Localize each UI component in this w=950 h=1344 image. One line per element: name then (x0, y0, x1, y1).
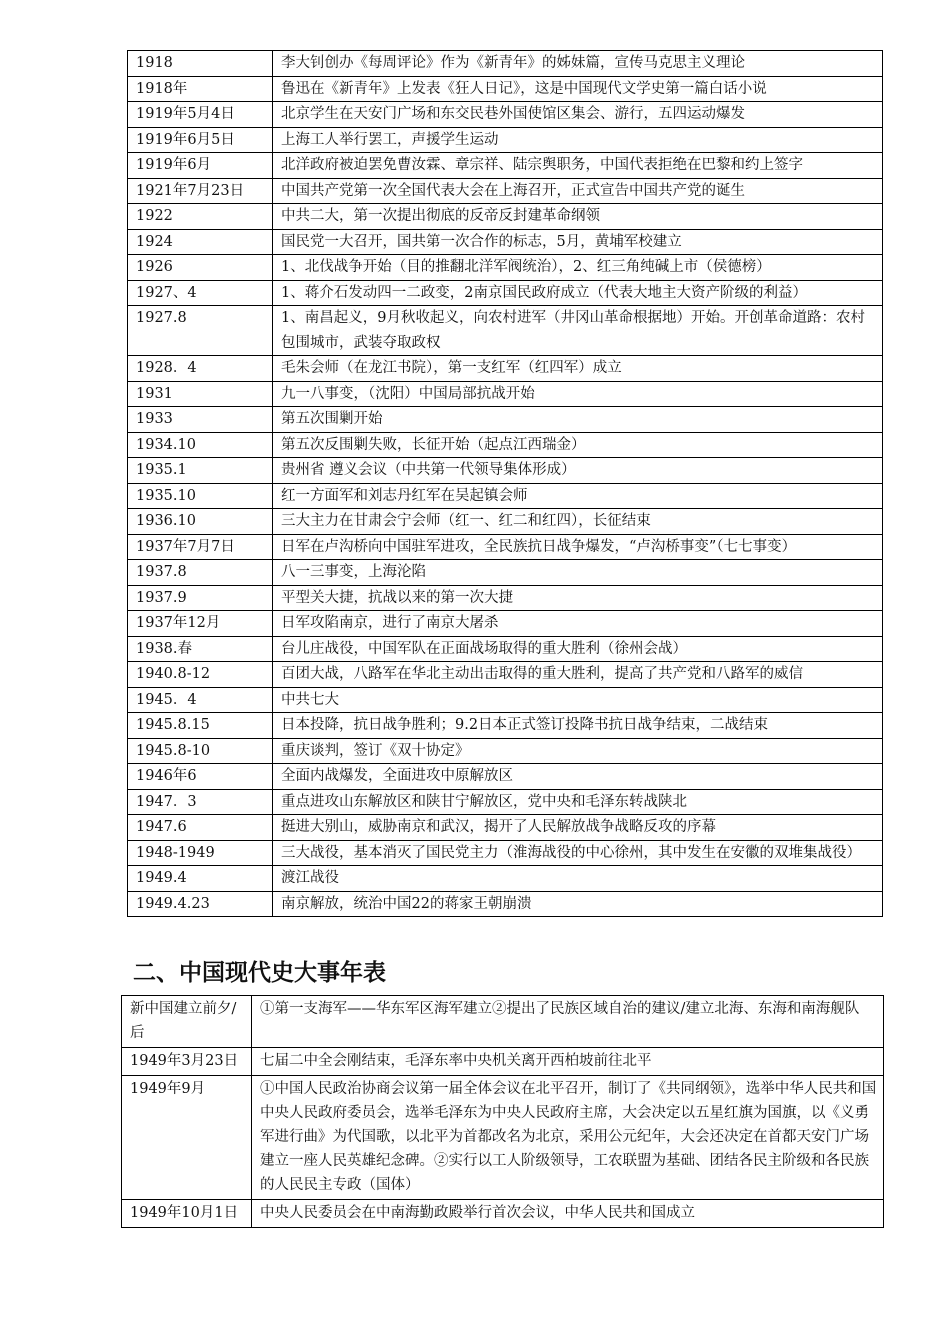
date-cell: 1949年10月1日 (122, 1200, 252, 1228)
date-cell: 1935.10 (128, 483, 273, 509)
table-row (128, 356, 883, 382)
date-cell: 1919年6月 (128, 153, 273, 179)
table-row (128, 229, 883, 255)
date-cell: 1937年7月7日 (128, 534, 273, 560)
modern-history-table (121, 995, 884, 1228)
date-cell: 1936.10 (128, 509, 273, 535)
event-cell: 贵州省 遵义会议（中共第一代领导集体形成） (273, 458, 883, 484)
table-row (128, 789, 883, 815)
date-cell: 1937年12月 (128, 611, 273, 637)
event-cell: 挺进大别山，威胁南京和武汉，揭开了人民解放战争战略反攻的序幕 (273, 815, 883, 841)
event-cell: 渡江战役 (273, 866, 883, 892)
event-cell: 三大主力在甘肃会宁会师（红一、红二和红四），长征结束 (273, 509, 883, 535)
event-cell: 三大战役，基本消灭了国民党主力（淮海战役的中心徐州，其中发生在安徽的双堆集战役） (273, 840, 883, 866)
date-cell: 1933 (128, 407, 273, 433)
table-row (128, 76, 883, 102)
table-row (128, 662, 883, 688)
table-row (128, 280, 883, 306)
event-cell: 李大钊创办《每周评论》作为《新青年》的姊妹篇，宣传马克思主义理论 (273, 51, 883, 77)
event-cell: ①中国人民政治协商会议第一届全体会议在北平召开，制订了《共同纲领》，选举中华人民共和国中央人民政府委员会，选举毛泽东为中央人民政府主席，大会决定以五星红旗为国旗，以《义勇军进行曲》为代国歌，以北平为首都改名为北京，采用公元纪年，大会还决定在首都天安门广场建立一座人民英雄纪念碑。②实行以工人阶级领导，工农联盟为基础、团结各民主阶级和各民族的人民民主专政（国体） (252, 1076, 884, 1200)
table-row (122, 1048, 884, 1076)
date-cell: 1949.4 (128, 866, 273, 892)
date-cell: 1919年5月4日 (128, 102, 273, 128)
table-row (128, 153, 883, 179)
table-row (128, 560, 883, 586)
table-row (128, 687, 883, 713)
event-cell: 台儿庄战役，中国军队在正面战场取得的重大胜利（徐州会战） (273, 636, 883, 662)
date-cell: 1928．4 (128, 356, 273, 382)
event-cell: 上海工人举行罢工，声援学生运动 (273, 127, 883, 153)
table-row (128, 713, 883, 739)
date-cell: 1921年7月23日 (128, 178, 273, 204)
date-cell: 1945.8-10 (128, 738, 273, 764)
table-row (128, 255, 883, 281)
event-cell: 北洋政府被迫罢免曹汝霖、章宗祥、陆宗舆职务，中国代表拒绝在巴黎和约上签字 (273, 153, 883, 179)
table-row (128, 534, 883, 560)
date-cell: 1924 (128, 229, 273, 255)
event-cell: 日军在卢沟桥向中国驻军进攻，全民族抗日战争爆发，“卢沟桥事变”（七七事变） (273, 534, 883, 560)
date-cell: 1949年9月 (122, 1076, 252, 1200)
event-cell: 第五次反围剿失败，长征开始（起点江西瑞金） (273, 432, 883, 458)
table-row (122, 1200, 884, 1228)
table-row (128, 636, 883, 662)
section-heading: 二、中国现代史大事年表 (133, 960, 386, 986)
table-row (128, 611, 883, 637)
event-cell: 重点进攻山东解放区和陕甘宁解放区，党中央和毛泽东转战陕北 (273, 789, 883, 815)
date-cell: 1919年6月5日 (128, 127, 273, 153)
timeline-table-body (128, 51, 883, 917)
table-row (128, 381, 883, 407)
date-cell: 新中国建立前夕/后 (122, 996, 252, 1048)
event-cell: 九一八事变，（沈阳）中国局部抗战开始 (273, 381, 883, 407)
table-row (128, 764, 883, 790)
event-cell: 八一三事变，上海沦陷 (273, 560, 883, 586)
event-cell: 1、北伐战争开始（目的推翻北洋军阀统治），2、红三角纯碱上市（侯德榜） (273, 255, 883, 281)
table-row (128, 509, 883, 535)
event-cell: 重庆谈判，签订《双十协定》 (273, 738, 883, 764)
event-cell: 全面内战爆发，全面进攻中原解放区 (273, 764, 883, 790)
event-cell: 国民党一大召开，国共第一次合作的标志，5月，黄埔军校建立 (273, 229, 883, 255)
event-cell: 中共七大 (273, 687, 883, 713)
date-cell: 1937.8 (128, 560, 273, 586)
date-cell: 1945．4 (128, 687, 273, 713)
table-row (128, 51, 883, 77)
table-row (128, 866, 883, 892)
table-row (128, 738, 883, 764)
date-cell: 1947．3 (128, 789, 273, 815)
table-row (128, 891, 883, 917)
date-cell: 1927、4 (128, 280, 273, 306)
date-cell: 1922 (128, 204, 273, 230)
event-cell: 第五次围剿开始 (273, 407, 883, 433)
event-cell: 北京学生在天安门广场和东交民巷外国使馆区集会、游行，五四运动爆发 (273, 102, 883, 128)
table-row (128, 102, 883, 128)
table-row (128, 407, 883, 433)
table-row (128, 432, 883, 458)
date-cell: 1938.春 (128, 636, 273, 662)
table-row (122, 1076, 884, 1200)
date-cell: 1937.9 (128, 585, 273, 611)
date-cell: 1945.8.15 (128, 713, 273, 739)
event-cell: 中共二大，第一次提出彻底的反帝反封建革命纲领 (273, 204, 883, 230)
event-cell: 平型关大捷，抗战以来的第一次大捷 (273, 585, 883, 611)
date-cell: 1949年3月23日 (122, 1048, 252, 1076)
date-cell: 1931 (128, 381, 273, 407)
event-cell: 日本投降，抗日战争胜利；9.2日本正式签订投降书抗日战争结束，二战结束 (273, 713, 883, 739)
date-cell: 1934.10 (128, 432, 273, 458)
event-cell: 中央人民委员会在中南海勤政殿举行首次会议，中华人民共和国成立 (252, 1200, 884, 1228)
date-cell: 1918年 (128, 76, 273, 102)
event-cell: 红一方面军和刘志丹红军在吴起镇会师 (273, 483, 883, 509)
event-cell: 鲁迅在《新青年》上发表《狂人日记》，这是中国现代文学史第一篇白话小说 (273, 76, 883, 102)
event-cell: 中国共产党第一次全国代表大会在上海召开，正式宣告中国共产党的诞生 (273, 178, 883, 204)
event-cell: 日军攻陷南京，进行了南京大屠杀 (273, 611, 883, 637)
table-row (128, 127, 883, 153)
table-row (122, 996, 884, 1048)
table-row (128, 458, 883, 484)
table-row (128, 585, 883, 611)
event-cell: 百团大战，八路军在华北主动出击取得的重大胜利，提高了共产党和八路军的威信 (273, 662, 883, 688)
event-cell: ①第一支海军——华东军区海军建立②提出了民族区域自治的建议/建立北海、东海和南海舰队 (252, 996, 884, 1048)
date-cell: 1926 (128, 255, 273, 281)
date-cell: 1947.6 (128, 815, 273, 841)
event-cell: 七届二中全会刚结束，毛泽东率中央机关离开西柏坡前往北平 (252, 1048, 884, 1076)
table-row (128, 840, 883, 866)
table-row (128, 483, 883, 509)
history-timeline-table (127, 50, 883, 917)
event-cell: 毛朱会师（在龙江书院），第一支红军（红四军）成立 (273, 356, 883, 382)
event-cell: 1、蒋介石发动四一二政变，2南京国民政府成立（代表大地主大资产阶级的利益） (273, 280, 883, 306)
date-cell: 1946年6 (128, 764, 273, 790)
table-row (128, 815, 883, 841)
date-cell: 1948-1949 (128, 840, 273, 866)
date-cell: 1927.8 (128, 306, 273, 356)
date-cell: 1940.8-12 (128, 662, 273, 688)
date-cell: 1935.1 (128, 458, 273, 484)
date-cell: 1918 (128, 51, 273, 77)
event-cell: 南京解放，统治中国22的蒋家王朝崩溃 (273, 891, 883, 917)
table-row (128, 178, 883, 204)
event-cell: 1、南昌起义，9月秋收起义，向农村进军（井冈山革命根据地）开始。开创革命道路：农村包围城市，武装夺取政权 (273, 306, 883, 356)
modern-table-body (122, 996, 884, 1228)
date-cell: 1949.4.23 (128, 891, 273, 917)
table-row (128, 306, 883, 356)
table-row (128, 204, 883, 230)
